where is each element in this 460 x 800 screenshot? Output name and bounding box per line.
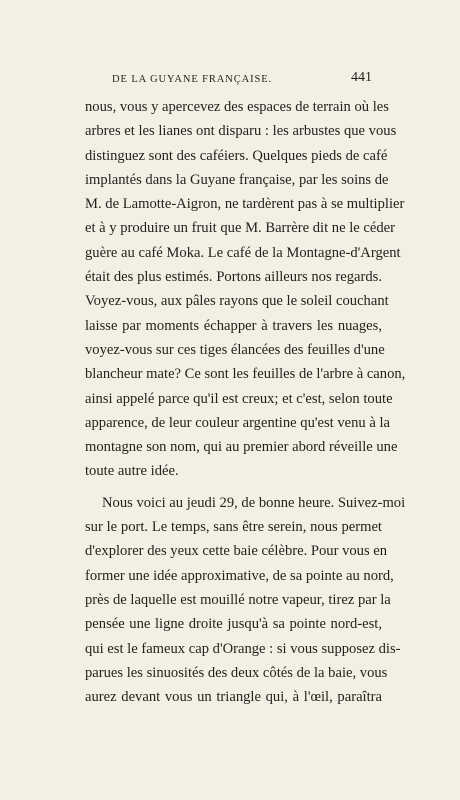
body-text [85,95,406,709]
text-line: toute autre idée. [85,463,179,480]
text-line: apparence, de leur couleur argentine qu'est venu à la [85,414,391,431]
text-line: aurez devant vous un triangle qui, à l'œil, paraîtra [85,689,382,706]
text-line: guère au café Moka. Le café de la Montagne-d'Argent [85,244,401,261]
text-line: d'explorer des yeux cette baie célèbre. Pour vous en [85,543,388,560]
text-line: et à y produire un fruit que M. Barrère dit ne le céder [85,220,395,237]
paragraph [85,491,406,710]
text-line: voyez-vous sur ces tiges élancées des feuilles d'une [85,341,385,358]
text-line: sur le port. Le temps, sans être serein, nous permet [85,519,382,536]
text-line: montagne son nom, qui au premier abord réveille une [85,439,398,456]
text-line: qui est le fameux cap d'Orange : si vous supposez dis- [85,640,401,657]
running-head [112,70,372,88]
text-line: parues les sinuosités des deux côtés de la baie, vous [85,664,388,681]
text-line: était des plus estimés. Portons ailleurs nos regards. [85,269,382,286]
text-line: pensée une ligne droite jusqu'à sa pointe nord-est, [85,616,382,633]
text-line: nous, vous y apercevez des espaces de terrain où les [85,99,389,115]
text-line: distinguez sont des caféiers. Quelques pieds de café [85,147,388,164]
text-line: Voyez-vous, aux pâles rayons que le soleil couchant [85,293,389,310]
page-number: 441 [351,70,372,85]
text-line: Nous voici au jeudi 29, de bonne heure. Suivez-moi [102,494,406,511]
text-line: former une idée approximative, de sa pointe au nord, [85,567,394,584]
text-line: laisse par moments échapper à travers les nuages, [85,317,382,334]
text-line: blancheur mate? Ce sont les feuilles de l'arbre à canon, [85,366,406,383]
running-title: DE LA GUYANE FRANÇAISE. [112,74,273,85]
paragraph [85,95,406,484]
text-line: implantés dans la Guyane française, par les soins de [85,171,389,188]
text-line: près de laquelle est mouillé notre vapeur, tirez par la [85,591,391,608]
text-line: arbres et les lianes ont disparu : les arbustes que vous [85,123,397,140]
text-line: M. de Lamotte-Aigron, ne tardèrent pas à se multiplier [85,196,405,213]
text-line: ainsi appelé parce qu'il est creux; et c'est, selon toute [85,390,393,407]
